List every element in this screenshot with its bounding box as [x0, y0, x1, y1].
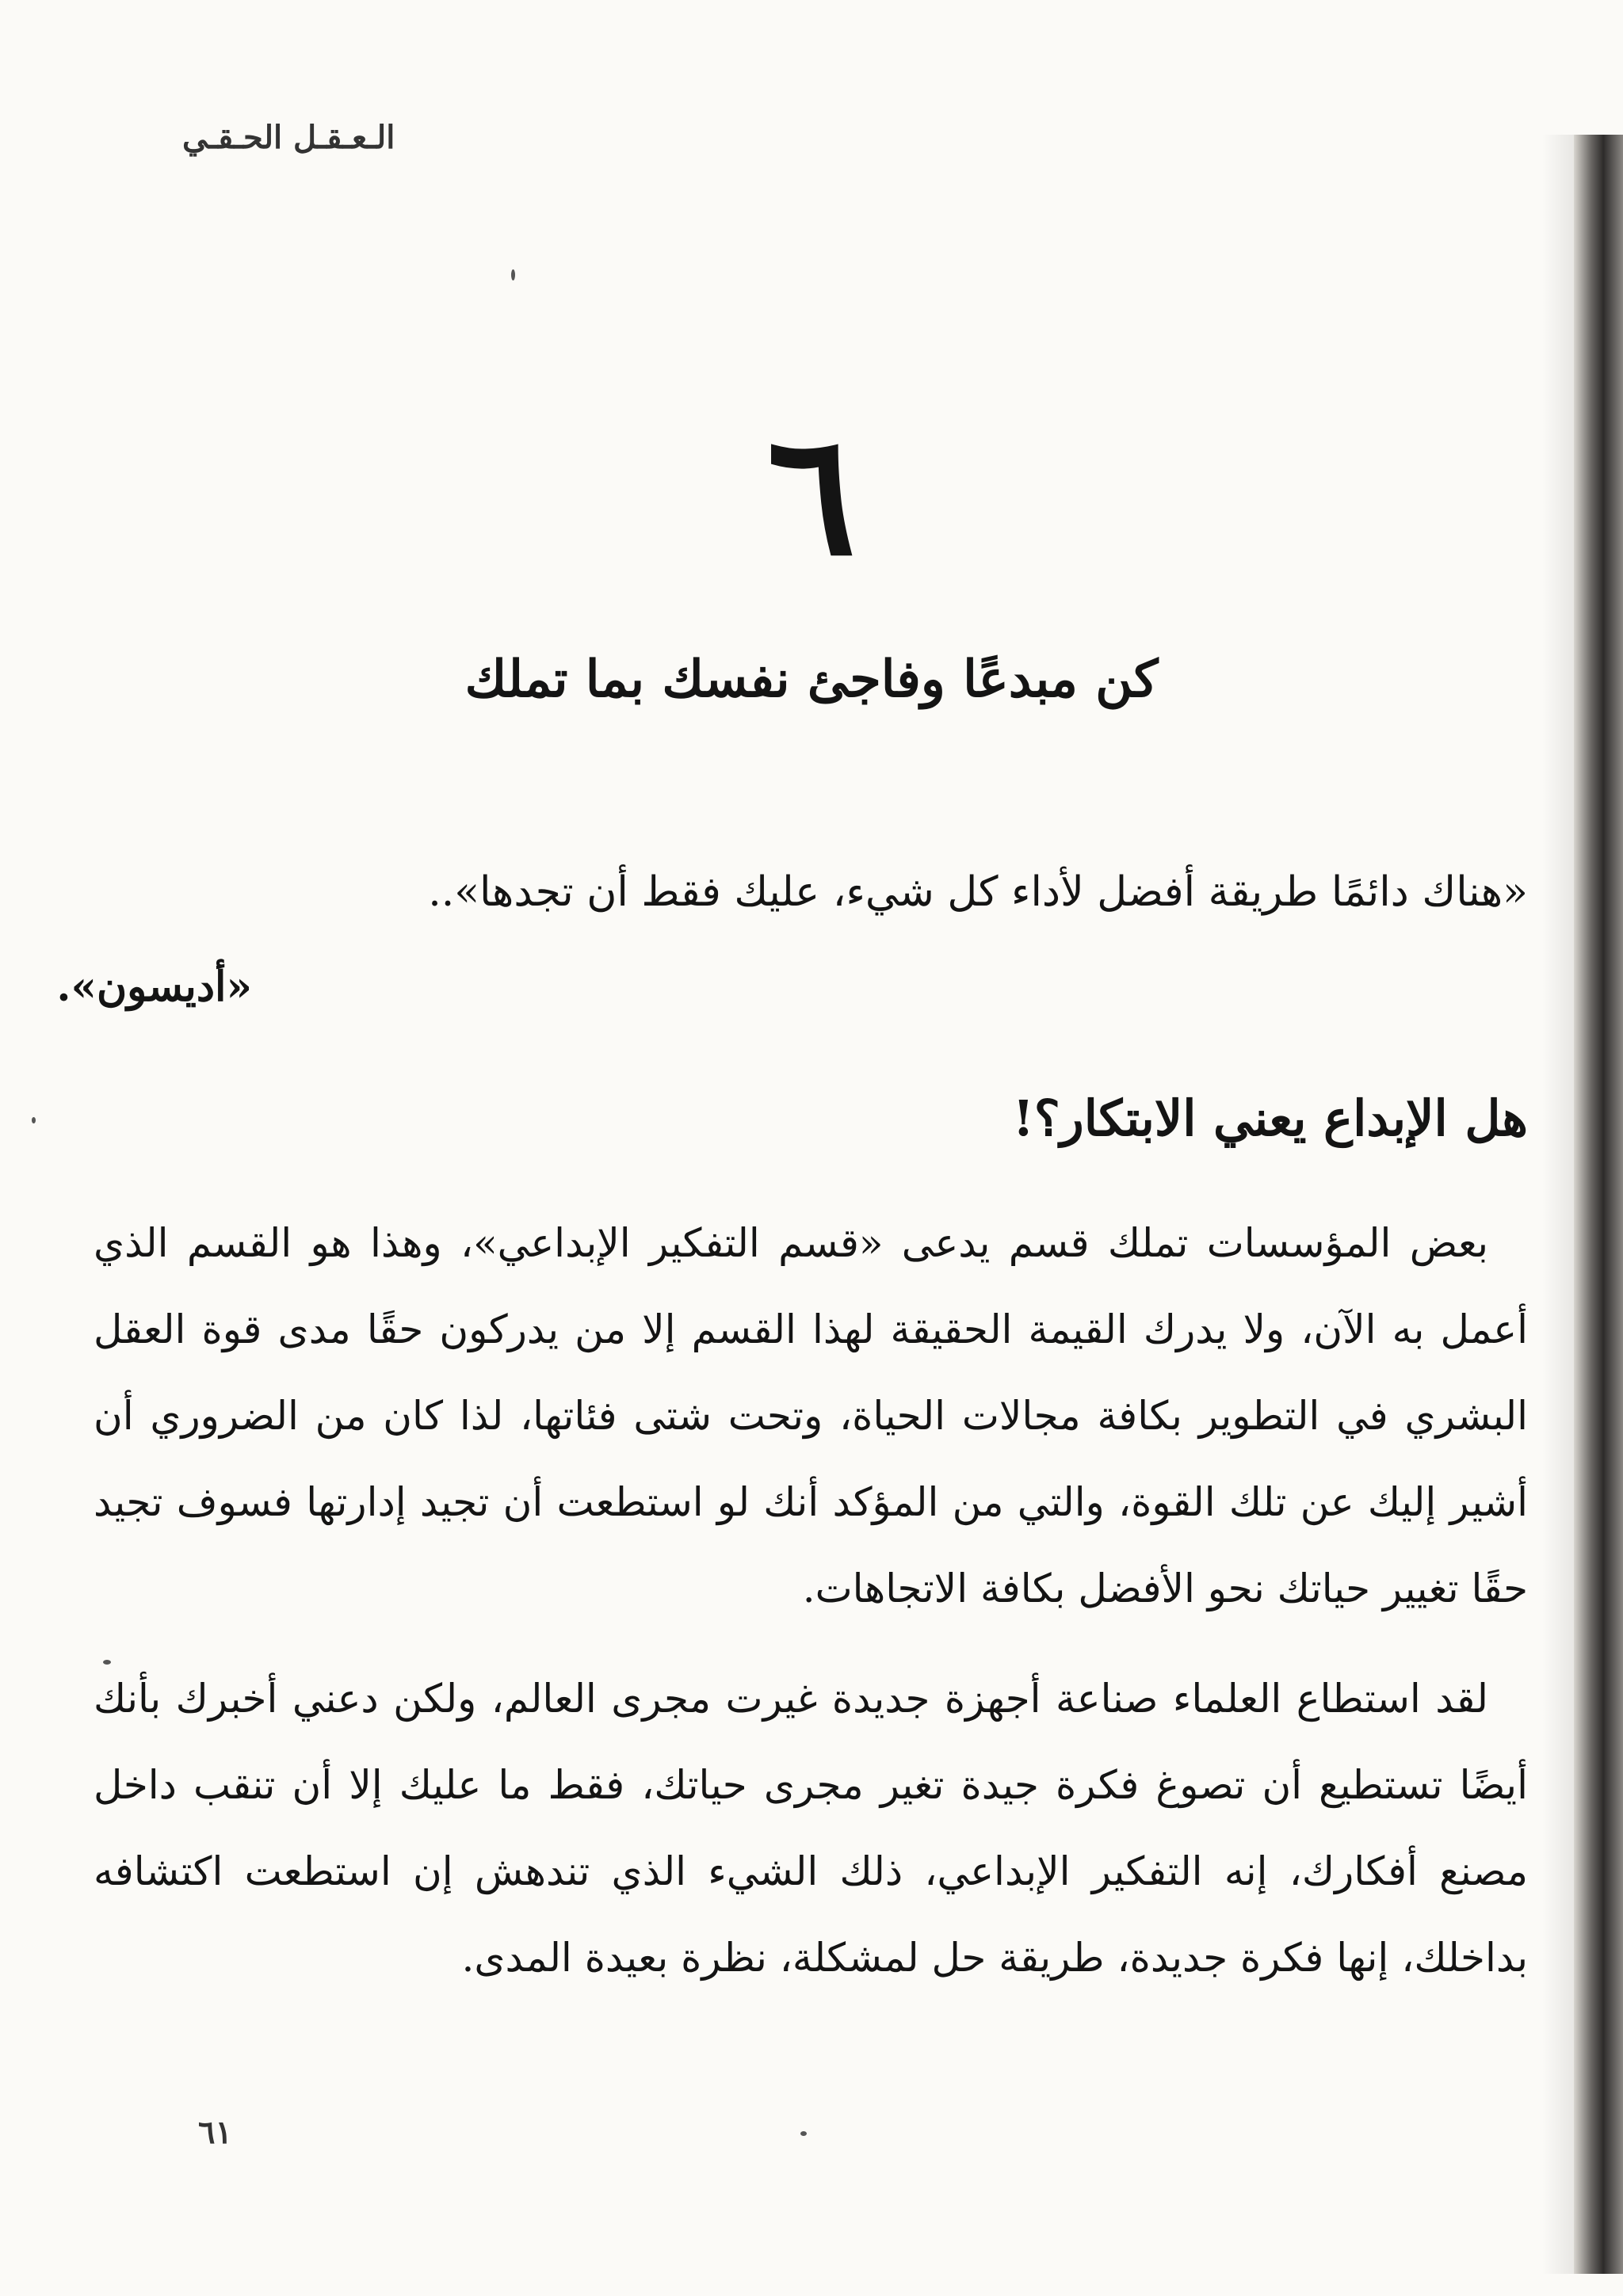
body-paragraph-2: لقد استطاع العلماء صناعة أجهزة جديدة غيرت مجرى العالم، ولكن دعني أخبرك بأنك أيضًا تستطيع أن تصوغ فكرة جيدة تغير مجرى حياتك، فقط ما عليك إلا أن تنقب داخل مصنع أفكارك، إنه التفكير الإبداعي، ذلك الشيء الذي تندهش إن استطعت اكتشافه بداخلك، إنها فكرة جديدة، طريقة حل لمشكلة، نظرة بعيدة المدى. [94, 1676, 1528, 1981]
running-header: الـعـقـل الحـقـي [182, 119, 395, 156]
epigraph-quote: «هناك دائمًا طريقة أفضل لأداء كل شيء، عليك فقط أن تجدها».. [428, 868, 1528, 916]
chapter-title: كن مبدعًا وفاجئ نفسك بما تملك [464, 650, 1159, 709]
section-heading: هل الإبداع يعني الابتكار؟! [1012, 1089, 1528, 1147]
scan-speck [103, 1660, 111, 1665]
scan-speck [511, 269, 515, 280]
page-number: ٦١ [198, 2114, 232, 2151]
chapter-number: ٦ [766, 397, 857, 593]
epigraph-author: «أديسون». [56, 963, 252, 1011]
scan-speck [32, 1117, 36, 1123]
scan-speck [800, 2131, 807, 2136]
body-paragraph-1: بعض المؤسسات تملك قسم يدعى «قسم التفكير الإبداعي»، وهذا هو القسم الذي أعمل به الآن، ولا يدرك القيمة الحقيقة لهذا القسم إلا من يدركون حقًا مدى قوة العقل البشري في التطوير بكافة مجالات الحياة، وتحت شتى فئاتها، لذا كان من الضروري أن أشير إليك عن تلك القوة، والتي من المؤكد أنك لو استطعت أن تجيد إدارتها فسوف تجيد حقًا تغيير حياتك نحو الأفضل بكافة الاتجاهات. [94, 1220, 1528, 1611]
